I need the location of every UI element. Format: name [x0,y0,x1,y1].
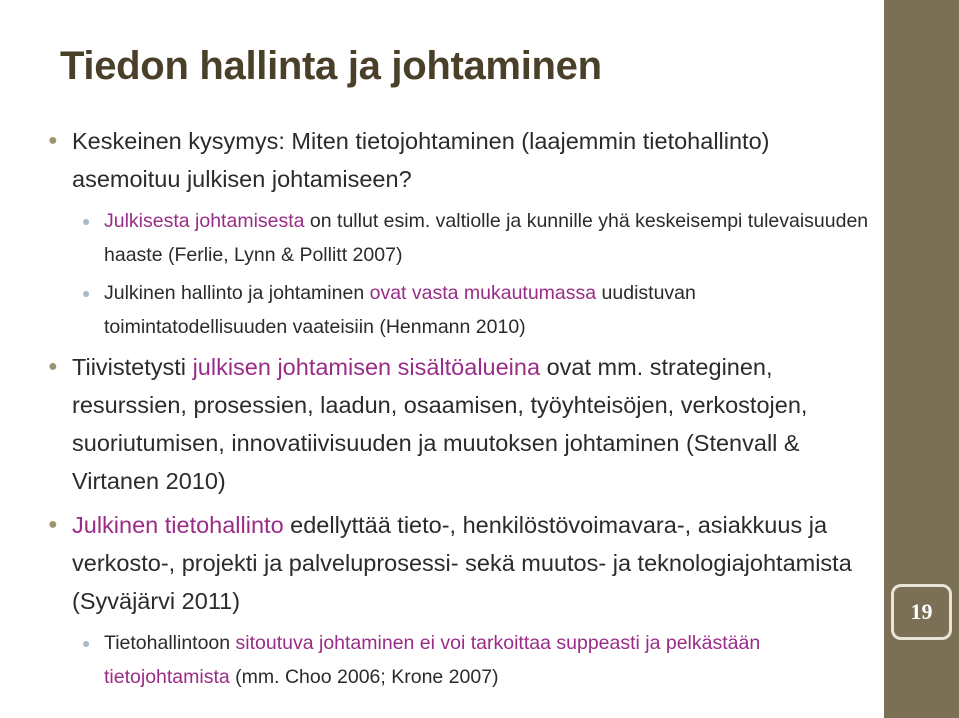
sub-bullet-dot-icon: ● [82,285,91,301]
sub-bullet-item [0,276,870,344]
bullet-text: Julkinen hallinto ja johtaminen [104,282,370,304]
bullet-dot-icon: ● [48,358,58,375]
page-number: 19 [910,599,933,624]
highlight-text: Julkinen tietohallinto [72,512,284,538]
bullet-text: uudistuvan toimintatodellisuuden vaateisiin (Henmann 2010) [104,282,696,338]
bullet-item [0,122,870,198]
sub-bullet-item [0,204,870,272]
highlight-text: ovat vasta mukautumassa [369,282,597,304]
slide-title: Tiedon hallinta ja johtaminen [60,44,602,88]
page-number-badge [891,584,952,640]
sub-bullet-item [0,626,870,694]
highlight-text: Julkisesta johtamisesta [104,210,305,232]
highlight-text: sitoutuva johtaminen ei voi tarkoittaa suppeasti ja pelkästään tietojohtamista [104,632,761,688]
bullet-text: edellyttää tieto-, henkilöstövoimavara-, asiakkuus ja verkosto-, projekti ja palveluprosessi- sekä muutos- ja teknologiajohtamista (Syväjärvi 2011) [72,512,852,614]
sub-bullet-dot-icon: ● [82,213,91,229]
bullet-text: Keskeinen kysymys: Miten tietojohtaminen (laajemmin tietohallinto) asemoituu julkisen johtamiseen? [72,128,770,192]
bullet-item [0,348,870,500]
highlight-text: julkisen johtamisen sisältöalueina [192,354,541,380]
bullet-text: on tullut esim. valtiolle ja kunnille yhä keskeisempi tulevaisuuden haaste (Ferlie, Lynn & Pollitt 2007) [104,210,869,266]
bullet-item [0,506,870,620]
bullet-text: ovat mm. strateginen, resurssien, prosessien, laadun, osaamisen, työyhteisöjen, verkostojen, suoriutumisen, innovatiivisuuden ja muutoksen johtaminen (Stenvall & Virtanen 2010) [72,354,808,494]
bullet-text: Tiivistetysti [72,354,193,380]
bullet-text: Tietohallintoon [104,632,236,654]
bullet-dot-icon: ● [48,516,58,533]
slide-content [0,122,870,698]
sub-bullet-dot-icon: ● [82,635,91,651]
bullet-dot-icon: ● [48,132,58,149]
bullet-text: (mm. Choo 2006; Krone 2007) [229,666,499,688]
